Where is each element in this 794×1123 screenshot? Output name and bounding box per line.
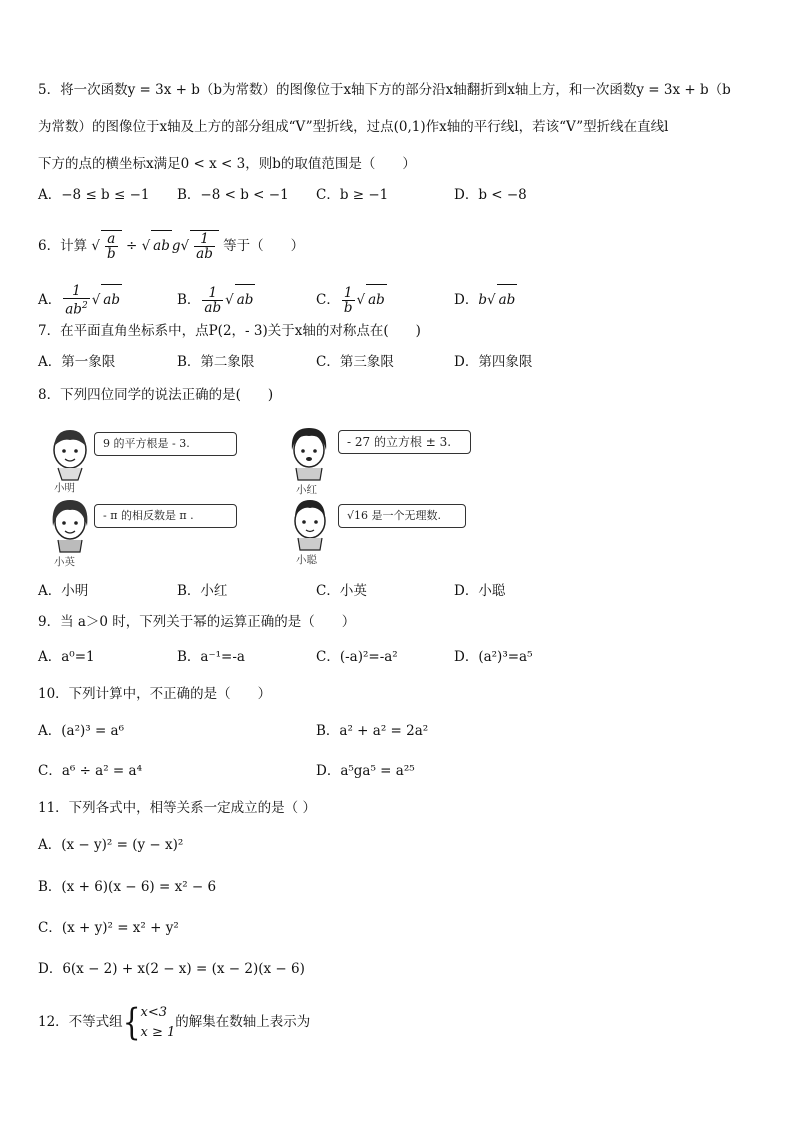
- student-name-xiaoying: 小英: [54, 556, 75, 568]
- bubble-xiaohong: - 27 的立方根 ± 3.: [338, 430, 471, 454]
- q8-option-b: B．小红: [177, 583, 228, 599]
- student-name-xiaocong: 小聪: [296, 554, 317, 566]
- q12-suffix: 的解集在数轴上表示为: [175, 1014, 311, 1030]
- q6-prefix: 6．计算: [38, 238, 88, 254]
- q12-ineq-top: x<3: [140, 1004, 168, 1020]
- q12-brace: {: [122, 1000, 141, 1044]
- q10-option-c: C．a⁶ ÷ a² = a⁴: [38, 763, 142, 779]
- q8-option-d: D．小聪: [454, 583, 506, 599]
- q5-option-b: B．−8 < b < −1: [177, 187, 289, 203]
- q7-option-d: D．第四象限: [454, 354, 533, 370]
- q12-stem: [38, 1000, 310, 1045]
- q6-stem: [38, 230, 304, 261]
- q9-option-a: A．a⁰=1: [38, 649, 95, 665]
- q10-option-b: B．a² + a² = 2a²: [316, 723, 429, 739]
- q5-line3: 下方的点的横坐标x满足0 < x < 3，则b的取值范围是（ ）: [38, 156, 416, 172]
- q5-line2: 为常数）的图像位于x轴及上方的部分组成“V”型折线，过点(0,1)作x轴的平行线l，若该“V”型折线在直线l: [38, 119, 669, 135]
- student-name-xiaohong: 小红: [296, 484, 317, 496]
- q5-line1: 5．将一次函数y = 3x + b（b为常数）的图像位于x轴下方的部分沿x轴翻折到x轴上方，和一次函数y = 3x + b（b: [38, 82, 731, 98]
- q7-option-b: B．第二象限: [177, 354, 255, 370]
- q7-stem: 7．在平面直角坐标系中，点P(2，- 3)关于x轴的对称点在( ): [38, 323, 421, 339]
- q10-option-d: D．a⁵ga⁵ = a²⁵: [316, 763, 415, 779]
- student-xiaoming-portrait: [48, 426, 92, 482]
- q9-stem: 9．当 a＞0 时，下列关于幂的运算正确的是（ ）: [38, 614, 356, 630]
- q6-option-c: C． $\frac{1}{b}$ √ ab: [316, 285, 385, 316]
- q11-option-c: C．(x + y)² = x² + y²: [38, 920, 179, 936]
- q11-option-d: D．6(x − 2) + x(2 − x) = (x − 2)(x − 6): [38, 961, 305, 977]
- q11-option-b: B．(x + 6)(x − 6) = x² − 6: [38, 879, 217, 895]
- q6-option-d: D．b√ ab: [454, 284, 517, 315]
- q12-ineq-bottom: x ≥ 1: [140, 1024, 176, 1040]
- q5-option-d: D．b < −8: [454, 187, 527, 203]
- q7-option-c: C．第三象限: [316, 354, 394, 370]
- q10-stem: 10．下列计算中，不正确的是（ ）: [38, 686, 272, 702]
- q5-option-c: C．b ≥ −1: [316, 187, 389, 203]
- q6-option-a: A． $\frac{1}{ab^2}$ √ ab: [38, 283, 120, 318]
- q12-prefix: 12．不等式组: [38, 1014, 123, 1030]
- q12-system: [141, 1003, 176, 1043]
- bubble-xiaoying: - π 的相反数是 π .: [94, 504, 237, 528]
- q5-option-a: A．−8 ≤ b ≤ −1: [38, 187, 150, 203]
- q8-option-a: A．小明: [38, 583, 89, 599]
- q8-stem: 8．下列四位同学的说法正确的是( ): [38, 387, 274, 403]
- q6-expression: √ $\frac{a}{b}$ ÷ √ ab g√ $\frac{1}{ab}$: [91, 238, 223, 254]
- student-xiaocong-portrait: [288, 496, 332, 552]
- student-xiaoying-portrait: [48, 496, 92, 554]
- q6-suffix: 等于（ ）: [223, 238, 305, 254]
- q11-stem: 11．下列各式中，相等关系一定成立的是（ ）: [38, 800, 316, 816]
- q8-figure: [44, 420, 464, 570]
- bubble-xiaoming: 9 的平方根是 - 3.: [94, 432, 237, 456]
- q9-option-b: B．a⁻¹=-a: [177, 649, 245, 665]
- q8-option-c: C．小英: [316, 583, 367, 599]
- q6-option-b: B． $\frac{1}{ab}$ √ ab: [177, 285, 254, 316]
- q9-option-d: D．(a²)³=a⁵: [454, 649, 533, 665]
- q7-option-a: A．第一象限: [38, 354, 116, 370]
- student-name-xiaoming: 小明: [54, 482, 75, 494]
- student-xiaohong-portrait: [286, 424, 332, 482]
- q11-option-a: A．(x − y)² = (y − x)²: [38, 837, 184, 853]
- q10-option-a: A．(a²)³ = a⁶: [38, 723, 125, 739]
- bubble-xiaocong: √16 是一个无理数.: [338, 504, 466, 528]
- q9-option-c: C．(-a)²=-a²: [316, 649, 398, 665]
